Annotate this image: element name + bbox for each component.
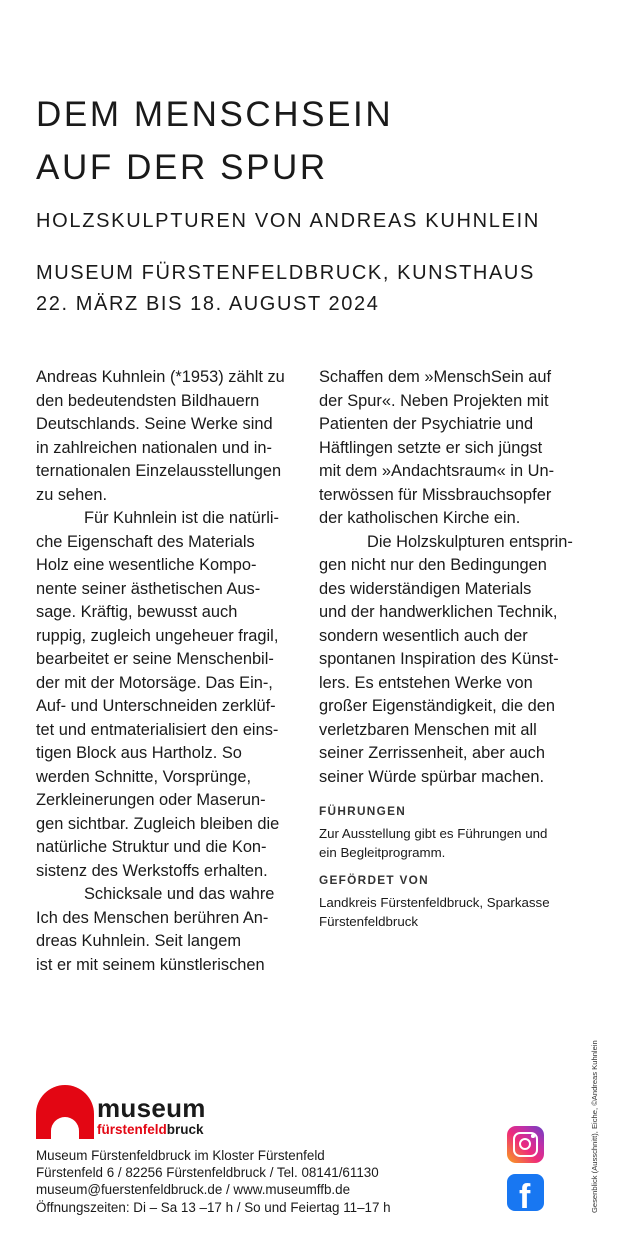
instagram-icon[interactable] [507, 1126, 544, 1163]
text-line: dreas Kuhnlein. Seit langem [36, 932, 242, 950]
address-line: Museum Fürstenfeldbruck im Kloster Fürstenfeld [36, 1148, 325, 1163]
photo-credit: Gesenblick (Ausschnitt), Eiche, ©Andreas Kuhnlein [590, 1040, 599, 1213]
venue-and-dates [36, 258, 535, 320]
text-line: werden Schnitte, Vorsprünge, [36, 767, 252, 786]
instagram-dot [531, 1134, 535, 1138]
text-line: spontanen Inspiration des Künst- [319, 650, 559, 668]
address-block [36, 1147, 391, 1216]
text-line: Zerkleinerungen oder Maserun- [36, 791, 266, 809]
sponsors-heading: GEFÖRDET VON [319, 873, 429, 887]
tours-text: ein Begleitprogramm. [319, 845, 446, 860]
text-line: Die Holzskulpturen entsprin- [367, 532, 573, 551]
text-line: nente seiner ästhetischen Aus- [36, 579, 261, 598]
tours-text: Zur Ausstellung gibt es Führungen und [319, 825, 548, 841]
text-line: Schicksale und das wahre [84, 885, 275, 903]
text-line: sondern wesentlich auch der [319, 626, 528, 645]
logo-wordmark: museum [97, 1093, 206, 1123]
text-line: Patienten der Psychiatrie und [319, 415, 534, 433]
text-line: Holz eine wesentliche Kompo- [36, 556, 257, 574]
tours-heading: FÜHRUNGEN [319, 804, 407, 818]
sponsors-text: Landkreis Fürstenfeldbruck, Sparkasse [319, 894, 550, 910]
dates-line: 22. MÄRZ BIS 18. AUGUST 2024 [36, 293, 380, 315]
text-line: seiner Würde spürbar machen. [319, 767, 545, 786]
venue-line: MUSEUM FÜRSTENFELDBRUCK, KUNSTHAUS [36, 262, 535, 284]
text-line: des widerständigen Materials [319, 579, 532, 598]
logo-sub-black: bruck [166, 1122, 204, 1137]
sponsors-text: Fürstenfeldbruck [319, 914, 419, 929]
text-line: Auf- und Unterschneiden zerklüf- [36, 697, 276, 715]
text-line: bearbeitet er seine Menschenbil- [36, 650, 274, 668]
contact-line[interactable]: museum@fuerstenfeldbruck.de / www.museumffb.de [36, 1182, 351, 1198]
body-text-left-column [36, 366, 304, 977]
text-line: der Spur«. Neben Projekten mit [319, 391, 549, 410]
text-line: gen sichtbar. Zugleich bleiben die [36, 814, 280, 833]
text-line: großer Eigenständigkeit, die den [319, 697, 555, 715]
text-line: lers. Es entstehen Werke von [319, 673, 533, 692]
text-line: der katholischen Kirche ein. [319, 509, 521, 527]
text-line: terwössen für Missbrauchsopfer [319, 485, 552, 504]
museum-logo [36, 1085, 236, 1145]
text-line: Andreas Kuhnlein (*1953) zählt zu [36, 368, 285, 386]
logo-arch-icon [36, 1085, 94, 1139]
text-line: und der handwerklichen Technik, [319, 603, 558, 621]
text-line: Ich des Menschen berühren An- [36, 908, 269, 927]
text-line: mit dem »Andachtsraum« in Un- [319, 462, 555, 480]
instagram-lens [519, 1138, 531, 1150]
text-line: sage. Kräftig, bewusst auch [36, 603, 238, 621]
text-line: Deutschlands. Seine Werke sind [36, 415, 273, 433]
text-line: zu sehen. [36, 485, 108, 504]
text-line: den bedeutendsten Bildhauern [36, 391, 260, 410]
text-line: tet und entmaterialisiert den eins- [36, 720, 279, 739]
logo-subline [97, 1122, 204, 1138]
title-line: DEM MENSCHSEIN [36, 95, 394, 134]
facebook-glyph: f [519, 1178, 531, 1211]
text-line: verletzbaren Menschen mit all [319, 720, 537, 739]
logo-sub-red: fürstenfeld [97, 1122, 167, 1137]
text-line: seiner Zerrissenheit, aber auch [319, 744, 545, 762]
address-line: Fürstenfeld 6 / 82256 Fürstenfeldbruck / Tel. 08141/61130 [36, 1165, 379, 1181]
text-line: ruppig, zugleich ungeheuer fragil, [36, 626, 279, 645]
text-line: in zahlreichen nationalen und in- [36, 438, 273, 457]
text-line: ist er mit seinem künstlerischen [36, 955, 265, 974]
text-line: Schaffen dem »MenschSein auf [319, 368, 552, 386]
text-line: der mit der Motorsäge. Das Ein-, [36, 673, 273, 692]
text-line: che Eigenschaft des Materials [36, 532, 255, 551]
text-line: natürliche Struktur und die Kon- [36, 838, 267, 856]
tours-section [319, 802, 589, 863]
opening-hours-line: Öffnungszeiten: Di – Sa 13 –17 h / So und Feiertag 11–17 h [36, 1199, 391, 1215]
text-line: Für Kuhnlein ist die natürli- [84, 509, 279, 527]
exhibition-subtitle: HOLZSKULPTUREN VON ANDREAS KUHNLEIN [36, 210, 541, 232]
text-line: sistenz des Werkstoffs erhalten. [36, 861, 268, 880]
text-line: tigen Block aus Hartholz. So [36, 744, 242, 762]
text-line: Häftlingen setzte er sich jüngst [319, 438, 543, 457]
sponsors-section [319, 871, 589, 932]
title-line: AUF DER SPUR [36, 148, 328, 187]
body-text-right-column [319, 366, 589, 789]
text-line: ternationalen Einzelausstellungen [36, 462, 282, 480]
exhibition-title [36, 88, 393, 194]
facebook-icon[interactable] [507, 1174, 544, 1211]
text-line: gen nicht nur den Bedingungen [319, 556, 547, 574]
